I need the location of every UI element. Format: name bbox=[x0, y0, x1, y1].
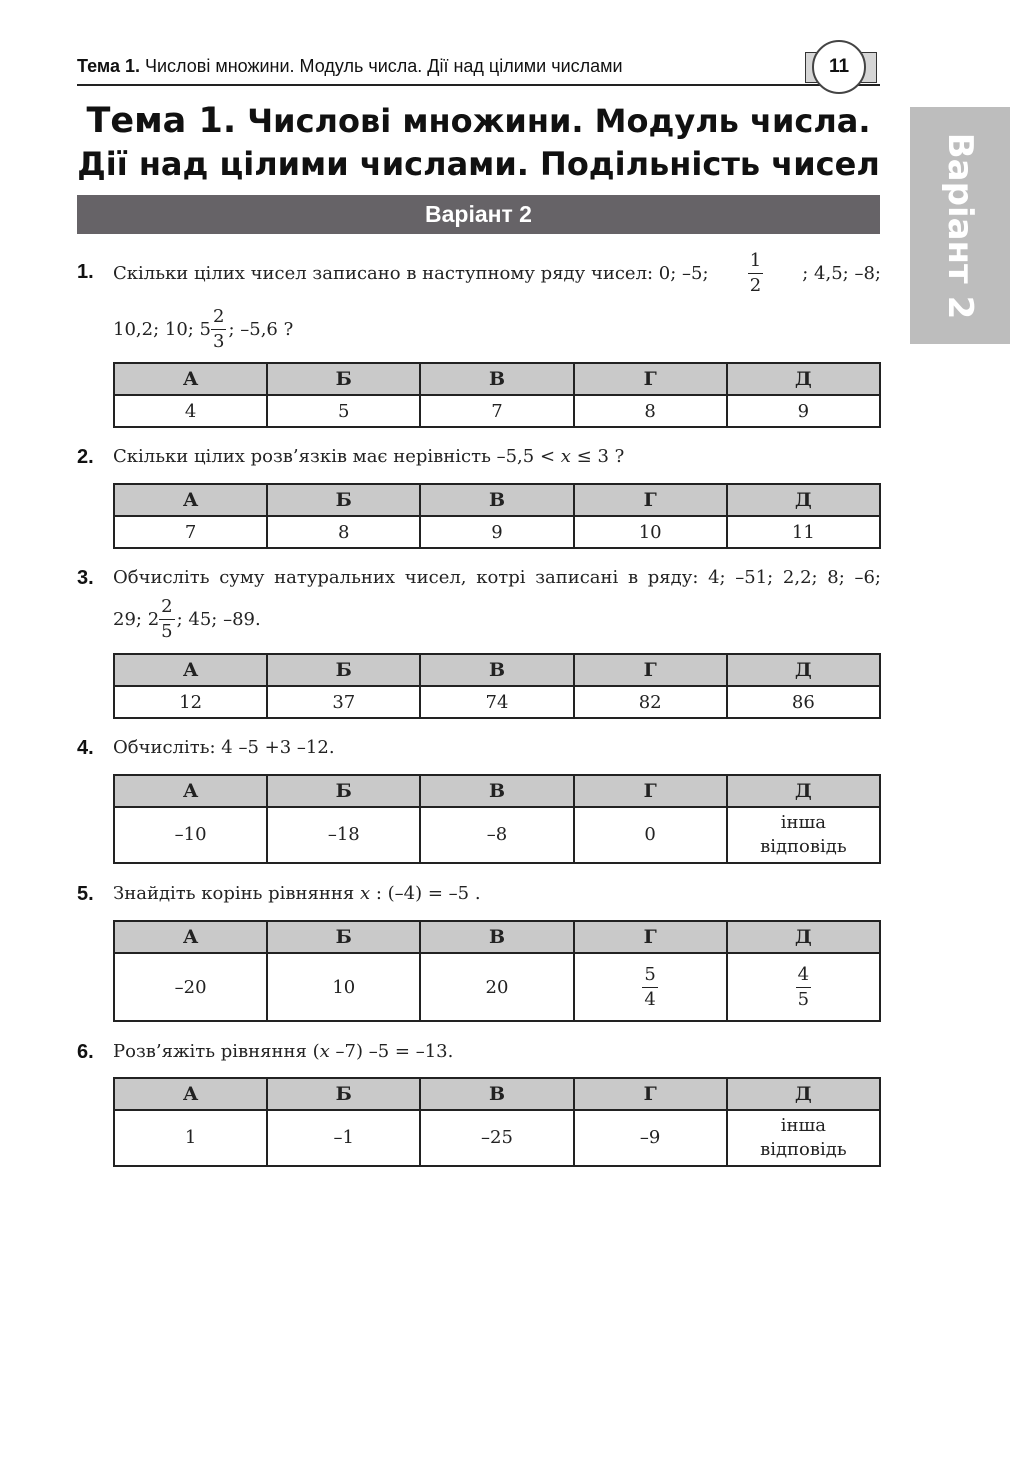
answer-col-g: Г bbox=[574, 654, 727, 686]
answer-col-a: А bbox=[114, 775, 267, 807]
question-6-answer-table bbox=[113, 1077, 881, 1167]
variant-heading: Варіант 2 bbox=[77, 195, 880, 234]
answer-header-row bbox=[114, 921, 880, 953]
running-head-title: Числові множини. Модуль числа. Дії над цілими числами bbox=[139, 56, 623, 76]
fraction-denominator: 5 bbox=[161, 620, 173, 642]
answer-col-g: Г bbox=[574, 1078, 727, 1110]
question-6-variable: x bbox=[319, 1041, 330, 1062]
question-1-text-c: 10,2; 10; 5 bbox=[113, 318, 212, 340]
answer-values-row bbox=[114, 807, 880, 863]
question-2-text-b: ≤ 3 ? bbox=[576, 446, 625, 467]
answer-option-g[interactable]: 8 bbox=[574, 395, 727, 427]
answer-col-v: В bbox=[420, 921, 573, 953]
answer-values-row bbox=[114, 686, 880, 718]
question-1-text-d: ; –5,6 ? bbox=[228, 318, 294, 340]
question-3-number: 3. bbox=[77, 567, 94, 589]
answer-col-d: Д bbox=[727, 484, 880, 516]
answer-option-v[interactable]: 9 bbox=[420, 516, 573, 548]
answer-option-b[interactable]: –18 bbox=[267, 807, 420, 863]
question-2-text bbox=[113, 446, 624, 467]
answer-option-g[interactable]: 0 bbox=[574, 807, 727, 863]
answer-other-line2: відповідь bbox=[760, 836, 847, 857]
answer-other-line1: інша bbox=[780, 812, 826, 833]
answer-option-b[interactable]: 10 bbox=[267, 953, 420, 1021]
fraction-denominator: 3 bbox=[213, 330, 225, 352]
page-number: 11 bbox=[812, 40, 866, 94]
answer-option-d[interactable] bbox=[727, 807, 880, 863]
answer-col-g: Г bbox=[574, 775, 727, 807]
variant-side-tab bbox=[910, 107, 1010, 344]
answer-option-v[interactable]: –8 bbox=[420, 807, 573, 863]
answer-header-row bbox=[114, 775, 880, 807]
answer-header-row bbox=[114, 484, 880, 516]
answer-option-v[interactable]: 7 bbox=[420, 395, 573, 427]
question-1-fraction-a bbox=[748, 249, 763, 296]
answer-col-v: В bbox=[420, 654, 573, 686]
question-4-answer-table bbox=[113, 774, 881, 864]
question-1-number: 1. bbox=[77, 261, 94, 283]
answer-other-line2: відповідь bbox=[760, 1139, 847, 1160]
answer-col-v: В bbox=[420, 363, 573, 395]
answer-col-a: А bbox=[114, 654, 267, 686]
answer-option-v[interactable]: 74 bbox=[420, 686, 573, 718]
answer-col-b: Б bbox=[267, 363, 420, 395]
question-6-text bbox=[113, 1041, 453, 1062]
question-3-text-b: 29; 2 bbox=[113, 608, 160, 630]
question-1-text-line2 bbox=[113, 305, 293, 353]
title-line2: Дії над цілими числами. Подільність чисел bbox=[77, 145, 880, 183]
answer-col-g: Г bbox=[574, 484, 727, 516]
fraction-numerator: 2 bbox=[159, 598, 174, 620]
question-2-answer-table bbox=[113, 483, 881, 549]
question-2-text-a: Скільки цілих розв’язків має нерівність –5,5 < bbox=[113, 446, 556, 467]
question-6-number: 6. bbox=[77, 1041, 94, 1063]
question-3-answer-table bbox=[113, 653, 881, 719]
answer-header-row bbox=[114, 1078, 880, 1110]
answer-header-row bbox=[114, 363, 880, 395]
answer-option-b[interactable]: 37 bbox=[267, 686, 420, 718]
variant-side-tab-label: Варіант 2 bbox=[940, 132, 980, 319]
fraction-numerator: 1 bbox=[748, 252, 763, 274]
answer-option-b[interactable]: 8 bbox=[267, 516, 420, 548]
answer-other-line1: інша bbox=[780, 1115, 826, 1136]
answer-values-row bbox=[114, 395, 880, 427]
answer-col-v: В bbox=[420, 484, 573, 516]
answer-header-row bbox=[114, 654, 880, 686]
answer-col-d: Д bbox=[727, 1078, 880, 1110]
answer-option-g[interactable]: 82 bbox=[574, 686, 727, 718]
running-head-text bbox=[77, 56, 623, 77]
question-6-text-a: Розв’яжіть рівняння ( bbox=[113, 1041, 320, 1062]
question-3-text-line1: Обчисліть суму натуральних чисел, котрі записані в ряду: 4; –51; 2,2; 8; –6; bbox=[113, 567, 881, 588]
question-5-number: 5. bbox=[77, 883, 94, 905]
answer-option-b[interactable]: –1 bbox=[267, 1110, 420, 1166]
answer-option-v[interactable]: 20 bbox=[420, 953, 573, 1021]
question-1-text-line1 bbox=[113, 250, 881, 296]
title-line1: Числові множини. Модуль числа. bbox=[236, 102, 871, 140]
answer-option-v[interactable]: –25 bbox=[420, 1110, 573, 1166]
answer-option-a[interactable]: –10 bbox=[114, 807, 267, 863]
question-4-number: 4. bbox=[77, 737, 94, 759]
answer-option-a[interactable]: 12 bbox=[114, 686, 267, 718]
answer-col-g: Г bbox=[574, 921, 727, 953]
fraction-numerator: 4 bbox=[796, 966, 811, 988]
page-title bbox=[77, 100, 880, 186]
answer-col-g: Г bbox=[574, 363, 727, 395]
answer-col-d: Д bbox=[727, 654, 880, 686]
answer-option-d[interactable] bbox=[727, 1110, 880, 1166]
question-1-text-a: Скільки цілих чисел записано в наступному ряду чисел: 0; –5; bbox=[113, 262, 709, 284]
answer-col-d: Д bbox=[727, 775, 880, 807]
answer-col-a: А bbox=[114, 484, 267, 516]
answer-col-b: Б bbox=[267, 1078, 420, 1110]
question-5-text-b: : (–4) = –5 . bbox=[370, 883, 481, 904]
fraction-denominator: 5 bbox=[797, 988, 810, 1010]
answer-option-d[interactable] bbox=[727, 953, 880, 1021]
answer-col-b: Б bbox=[267, 775, 420, 807]
answer-col-a: А bbox=[114, 921, 267, 953]
question-3-fraction bbox=[159, 595, 174, 642]
answer-col-a: А bbox=[114, 363, 267, 395]
answer-col-a: А bbox=[114, 1078, 267, 1110]
answer-option-a[interactable]: 1 bbox=[114, 1110, 267, 1166]
answer-option-a[interactable]: 4 bbox=[114, 395, 267, 427]
question-4-text: Обчисліть: 4 –5 +3 –12. bbox=[113, 737, 335, 758]
answer-col-v: В bbox=[420, 1078, 573, 1110]
answer-col-b: Б bbox=[267, 921, 420, 953]
answer-col-b: Б bbox=[267, 654, 420, 686]
fraction-numerator: 2 bbox=[211, 308, 226, 330]
running-head-topic: Тема 1. bbox=[77, 56, 140, 76]
answer-values-row bbox=[114, 953, 880, 1021]
answer-fraction-g bbox=[642, 963, 657, 1010]
question-1-text-b: ; 4,5; –8; bbox=[802, 262, 881, 284]
answer-option-d[interactable]: 11 bbox=[727, 516, 880, 548]
question-5-answer-table bbox=[113, 920, 881, 1022]
question-5-variable: x bbox=[359, 883, 371, 904]
question-2-number: 2. bbox=[77, 446, 94, 468]
answer-option-g[interactable]: –9 bbox=[574, 1110, 727, 1166]
answer-option-g[interactable]: 10 bbox=[574, 516, 727, 548]
question-3-text-c: ; 45; –89. bbox=[176, 608, 261, 630]
answer-col-d: Д bbox=[727, 363, 880, 395]
question-2-variable: x bbox=[560, 446, 571, 467]
answer-values-row bbox=[114, 516, 880, 548]
question-3-text-line2 bbox=[113, 595, 261, 643]
answer-option-a[interactable]: –20 bbox=[114, 953, 267, 1021]
answer-option-d[interactable]: 9 bbox=[727, 395, 880, 427]
answer-option-b[interactable]: 5 bbox=[267, 395, 420, 427]
answer-col-d: Д bbox=[727, 921, 880, 953]
question-5-text bbox=[113, 883, 481, 904]
question-1-fraction-b bbox=[211, 305, 226, 352]
answer-option-d[interactable]: 86 bbox=[727, 686, 880, 718]
answer-fraction-d bbox=[796, 963, 811, 1010]
question-5-text-a: Знайдіть корінь рівняння bbox=[113, 883, 360, 904]
fraction-denominator: 4 bbox=[644, 988, 656, 1010]
answer-option-a[interactable]: 7 bbox=[114, 516, 267, 548]
answer-option-g[interactable] bbox=[574, 953, 727, 1021]
fraction-numerator: 5 bbox=[642, 966, 657, 988]
answer-col-v: В bbox=[420, 775, 573, 807]
title-lead: Тема 1. bbox=[86, 101, 237, 141]
fraction-denominator: 2 bbox=[749, 274, 762, 296]
question-1-answer-table bbox=[113, 362, 881, 428]
answer-values-row bbox=[114, 1110, 880, 1166]
question-6-text-b: –7) –5 = –13. bbox=[329, 1041, 454, 1062]
running-head bbox=[77, 54, 880, 86]
answer-col-b: Б bbox=[267, 484, 420, 516]
